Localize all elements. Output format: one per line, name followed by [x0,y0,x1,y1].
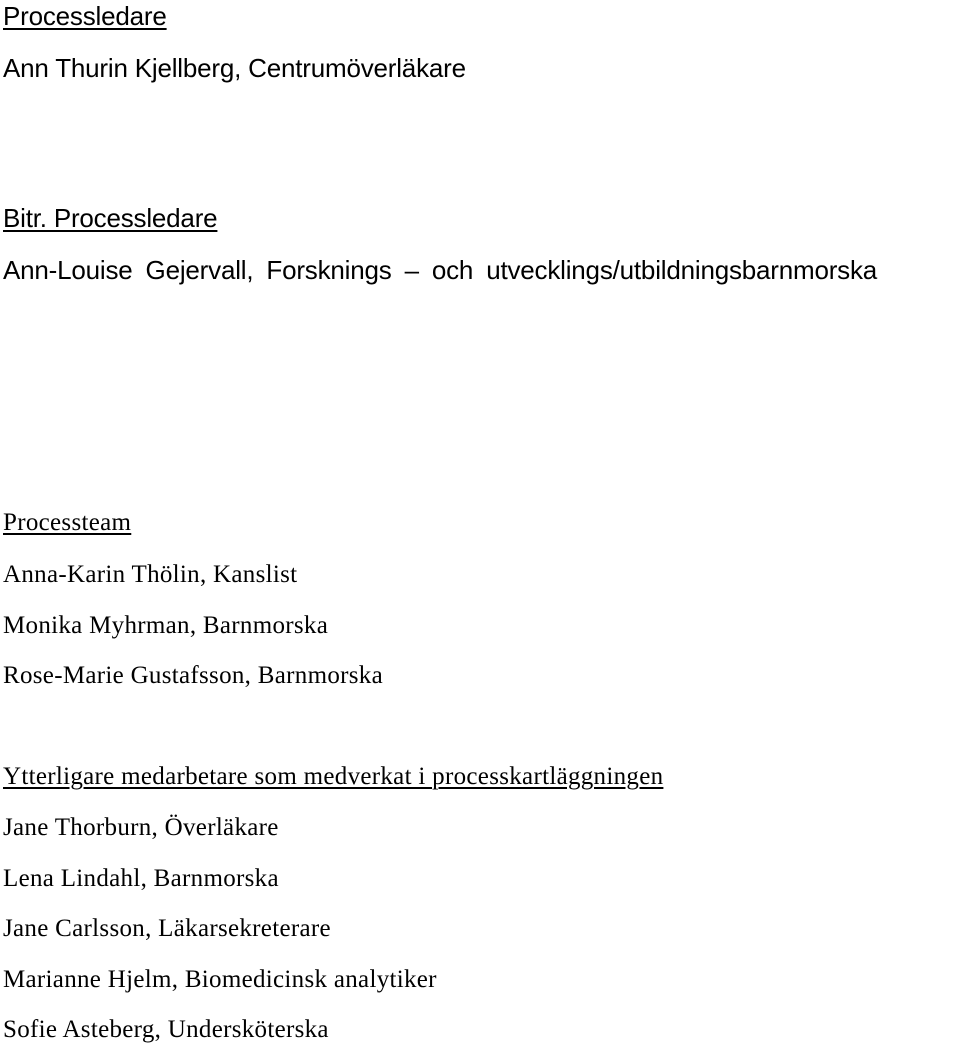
heading-ytterligare-medarbetare: Ytterligare medarbetare som medverkat i processkartläggningen [3,763,664,790]
member-ytterligare: Marianne Hjelm, Biomedicinsk analytiker [3,966,437,993]
heading-bitr-processledare: Bitr. Processledare [3,203,218,233]
member-bitr-processledare: Ann-Louise Gejervall, Forsknings – och utvecklings/utbildningsbarnmorska [3,255,878,285]
member-processteam: Anna-Karin Thölin, Kanslist [3,561,298,588]
member-processteam: Monika Myhrman, Barnmorska [3,612,329,639]
member-ytterligare: Jane Carlsson, Läkarsekreterare [3,915,331,942]
heading-processledare: Processledare [3,1,167,31]
member-ytterligare: Sofie Asteberg, Undersköterska [3,1016,329,1043]
member-ytterligare: Lena Lindahl, Barnmorska [3,865,279,892]
member-processledare: Ann Thurin Kjellberg, Centrumöverläkare [3,53,466,83]
member-processteam: Rose-Marie Gustafsson, Barnmorska [3,662,383,689]
heading-processteam: Processteam [3,509,132,536]
member-ytterligare: Jane Thorburn, Överläkare [3,814,279,841]
